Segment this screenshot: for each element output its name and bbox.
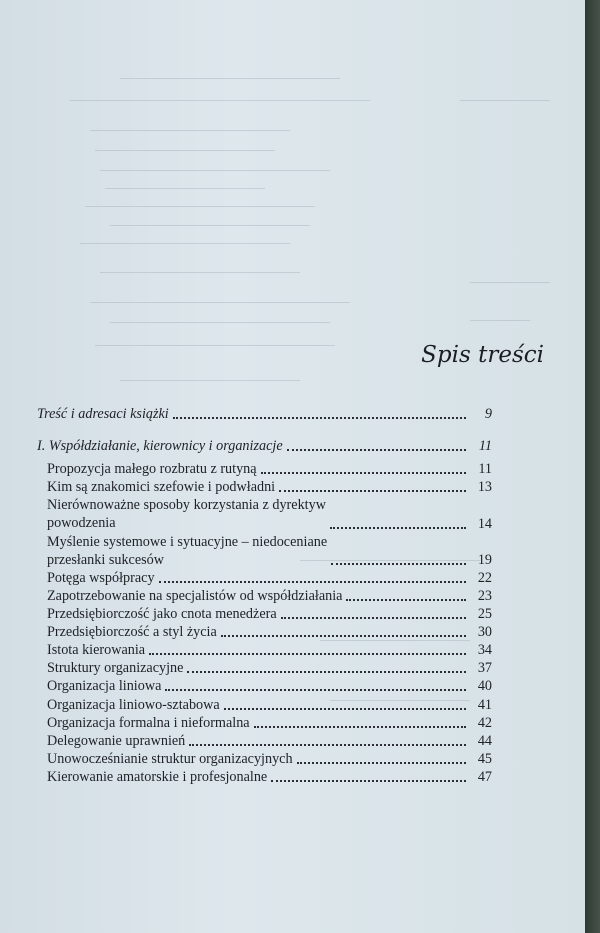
toc-entry-label: Delegowanie uprawnień: [47, 732, 186, 749]
page-title: Spis treści: [421, 342, 544, 368]
toc-entry: [37, 478, 492, 496]
toc-entry-page: 42: [477, 714, 492, 731]
dot-leader: [224, 708, 466, 710]
toc-entry: [37, 405, 492, 423]
toc-entry-label: Zapotrzebowanie na specjalistów od współdziałania: [47, 587, 343, 604]
dot-leader: [330, 527, 466, 529]
toc-entry: [37, 677, 492, 695]
toc-entry: [37, 768, 492, 786]
toc-entry: [37, 641, 492, 659]
dot-leader: [189, 744, 466, 746]
toc-entry-page: 11: [478, 461, 492, 478]
toc-entry-page: 11: [478, 438, 492, 455]
toc-entry-label: Organizacja formalna i nieformalna: [47, 714, 250, 731]
toc-entry-label: Organizacja liniowa: [47, 678, 162, 695]
toc-entry: [37, 605, 492, 623]
toc-entry: [37, 750, 492, 768]
toc-entry-label: Organizacja liniowo-sztabowa: [47, 696, 220, 713]
toc-entry-label-line2: przesłanki sukcesów: [47, 551, 165, 568]
toc-entry-label: Potęga współpracy: [47, 569, 155, 586]
toc-entry-label: I. Współdziałanie, kierownicy i organizacje: [37, 438, 283, 455]
toc-entry: [37, 732, 492, 750]
toc-entry-label: Kim są znakomici szefowie i podwładni: [47, 479, 276, 496]
toc-entry: [37, 623, 492, 641]
toc-entry-label: Kierowanie amatorskie i profesjonalne: [47, 768, 268, 785]
dot-leader: [149, 653, 466, 655]
dot-leader: [187, 671, 466, 673]
toc-entry-label: Przedsiębiorczość a styl życia: [47, 624, 217, 641]
toc-entry: [37, 695, 492, 713]
toc-entry-page: 44: [477, 732, 492, 749]
dot-leader: [165, 689, 466, 691]
dot-leader: [271, 780, 466, 782]
toc-entry-page: 47: [477, 768, 492, 785]
dot-leader: [281, 617, 466, 619]
toc-entry: [37, 659, 492, 677]
dot-leader: [331, 563, 466, 565]
toc-entry-page: 9: [484, 406, 492, 423]
toc-entry-page: 34: [477, 642, 492, 659]
toc-entry-label: [47, 496, 326, 532]
toc-entry-page: 25: [477, 606, 492, 623]
toc-entry-page: 22: [477, 569, 492, 586]
toc-entry-page: 37: [477, 660, 492, 677]
toc-entry-page: 14: [477, 515, 492, 532]
toc-entry: [37, 460, 492, 478]
toc-entry-label-line2: powodzenia: [47, 515, 116, 532]
toc-entry-page: 41: [477, 696, 492, 713]
dot-leader: [346, 599, 466, 601]
toc-entry-label: Treść i adresaci książki: [37, 406, 169, 423]
toc-entry: [37, 533, 492, 569]
dot-leader: [261, 472, 466, 474]
toc-entry-label: Przedsiębiorczość jako cnota menedżera: [47, 606, 277, 623]
dot-leader: [173, 417, 466, 419]
toc-entry-page: 30: [477, 624, 492, 641]
background-surface: [585, 0, 600, 933]
table-of-contents: [37, 405, 492, 786]
toc-entry-page: 13: [477, 479, 492, 496]
toc-entry-page: 19: [477, 551, 492, 568]
toc-entry-label: Unowocześnianie struktur organizacyjnych: [47, 750, 293, 767]
toc-entry: [37, 569, 492, 587]
dot-leader: [254, 726, 466, 728]
toc-entry-label: Struktury organizacyjne: [47, 660, 184, 677]
toc-entry-label: Propozycja małego rozbratu z rutyną: [47, 461, 257, 478]
dot-leader: [221, 635, 466, 637]
toc-entry-label: [47, 533, 327, 569]
dot-leader: [297, 762, 466, 764]
toc-entry-page: 23: [477, 587, 492, 604]
toc-entry: [37, 496, 492, 532]
toc-entry: [37, 587, 492, 605]
toc-entry-page: 45: [477, 750, 492, 767]
dot-leader: [159, 581, 466, 583]
toc-entry-label-line1: Myślenie systemowe i sytuacyjne – niedoceniane: [47, 533, 328, 550]
toc-entry-page: 40: [477, 678, 492, 695]
toc-entry-label-line1: Nierównoważne sposoby korzystania z dyrektyw: [47, 497, 326, 514]
toc-entry-label: Istota kierowania: [47, 642, 146, 659]
toc-chapter-heading: [37, 437, 492, 455]
dot-leader: [287, 449, 466, 451]
dot-leader: [279, 490, 466, 492]
toc-entry: [37, 714, 492, 732]
